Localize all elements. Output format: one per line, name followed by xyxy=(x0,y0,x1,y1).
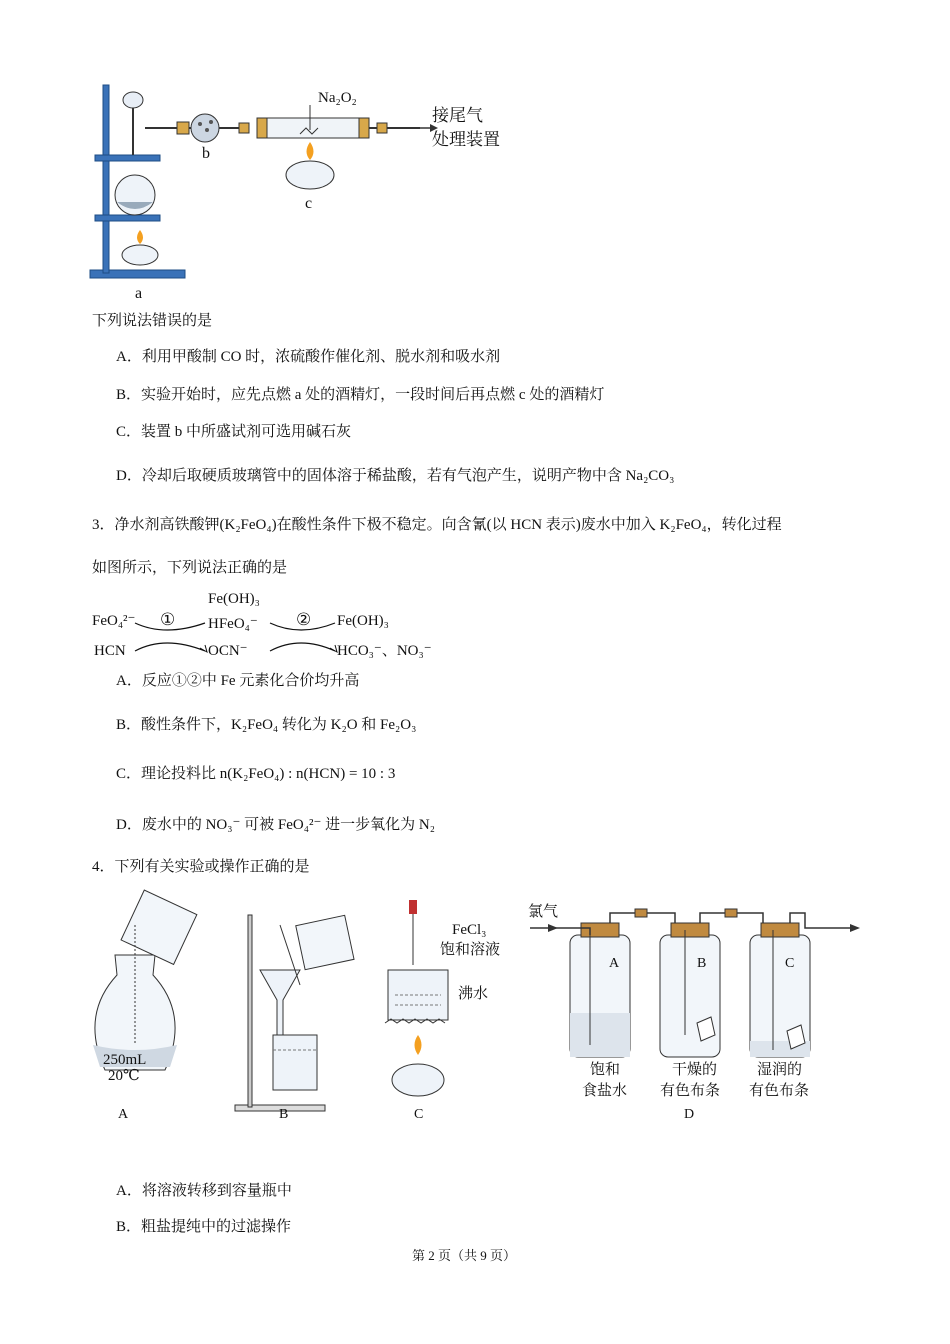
caption-a-2: 食盐水 xyxy=(582,1083,628,1099)
figure-label-b: B xyxy=(279,1107,289,1122)
caption-b-1: 干燥的 xyxy=(672,1062,718,1078)
flask-volume-label: 250mL xyxy=(103,1052,147,1068)
chlorine-label: 氯气 xyxy=(528,904,559,920)
flask-temp-label: 20℃ xyxy=(108,1068,140,1084)
q4-option-b: B．粗盐提纯中的过滤操作 xyxy=(116,1219,292,1235)
caption-b-2: 有色布条 xyxy=(660,1083,721,1099)
q4-option-a: A．将溶液转移到容量瓶中 xyxy=(116,1183,292,1199)
fecl3-label-2: 饱和溶液 xyxy=(440,942,501,958)
figure-label-a: A xyxy=(118,1107,129,1122)
page-footer: 第 2 页（共 9 页） xyxy=(412,1248,517,1263)
scheme-p1-mid: HFeO₄⁻ xyxy=(208,616,258,632)
label-b: b xyxy=(202,145,210,162)
scheme-p1-bot: OCN⁻ xyxy=(208,643,248,659)
q2-stem: 下列说法错误的是 xyxy=(92,313,213,329)
figure-label-d: D xyxy=(684,1107,695,1122)
q3-stem-line1: 3．净水剂高铁酸钾(K₂FeO₄)在酸性条件下极不稳定。向含氰(以 HCN 表示)废水中加入 K₂FeO₄，转化过程 xyxy=(92,517,782,533)
na2o2-label: Na₂O₂ xyxy=(318,90,357,106)
scheme-step-2: ② xyxy=(296,610,312,629)
scheme-arrows xyxy=(130,615,345,660)
tail-gas-label-2: 处理装置 xyxy=(432,130,500,149)
q2-option-b: B．实验开始时，应先点燃 a 处的酒精灯，一段时间后再点燃 c 处的酒精灯 xyxy=(116,387,605,403)
scheme-p2-top: Fe(OH)₃ xyxy=(337,613,389,629)
caption-c-2: 有色布条 xyxy=(749,1083,810,1099)
caption-c-1: 湿润的 xyxy=(757,1062,803,1078)
q3-option-b: B．酸性条件下，K₂FeO₄ 转化为 K₂O 和 Fe₂O₃ xyxy=(116,717,417,733)
label-a: a xyxy=(135,285,143,302)
q3-option-c: C．理论投料比 n(K₂FeO₄) : n(HCN) = 10 : 3 xyxy=(116,766,396,782)
caption-a-1: 饱和 xyxy=(590,1062,621,1078)
scheme-p2-bot: HCO₃⁻、NO₃⁻ xyxy=(337,643,432,659)
q3-stem-line2: 如图所示，下列说法正确的是 xyxy=(92,560,288,576)
q2-option-c: C．装置 b 中所盛试剂可选用碱石灰 xyxy=(116,424,352,440)
figure-label-c: C xyxy=(414,1107,424,1122)
q3-option-d: D．废水中的 NO₃⁻ 可被 FeO₄²⁻ 进一步氧化为 N₂ xyxy=(116,817,435,833)
q4-stem: 4．下列有关实验或操作正确的是 xyxy=(92,859,310,875)
bottle-b-label: B xyxy=(697,956,707,971)
scheme-step-1: ① xyxy=(160,610,176,629)
fecl3-label-1: FeCl₃ xyxy=(452,922,487,938)
q3-option-a: A．反应①②中 Fe 元素化合价均升高 xyxy=(116,673,360,689)
label-c: c xyxy=(305,195,313,212)
scheme-reactant-1: FeO₄²⁻ xyxy=(92,613,136,629)
scheme-reactant-2: HCN xyxy=(94,643,126,659)
scheme-p1-top: Fe(OH)₃ xyxy=(208,591,260,607)
q2-option-a: A．利用甲酸制 CO 时，浓硫酸作催化剂、脱水剂和吸水剂 xyxy=(116,349,501,365)
tail-gas-label-1: 接尾气 xyxy=(432,106,483,125)
boiling-water-label: 沸水 xyxy=(458,986,489,1002)
bottle-a-label: A xyxy=(609,956,620,971)
bottle-c-label: C xyxy=(785,956,795,971)
q2-option-d: D．冷却后取硬质玻璃管中的固体溶于稀盐酸，若有气泡产生，说明产物中含 Na₂CO₃ xyxy=(116,468,675,484)
